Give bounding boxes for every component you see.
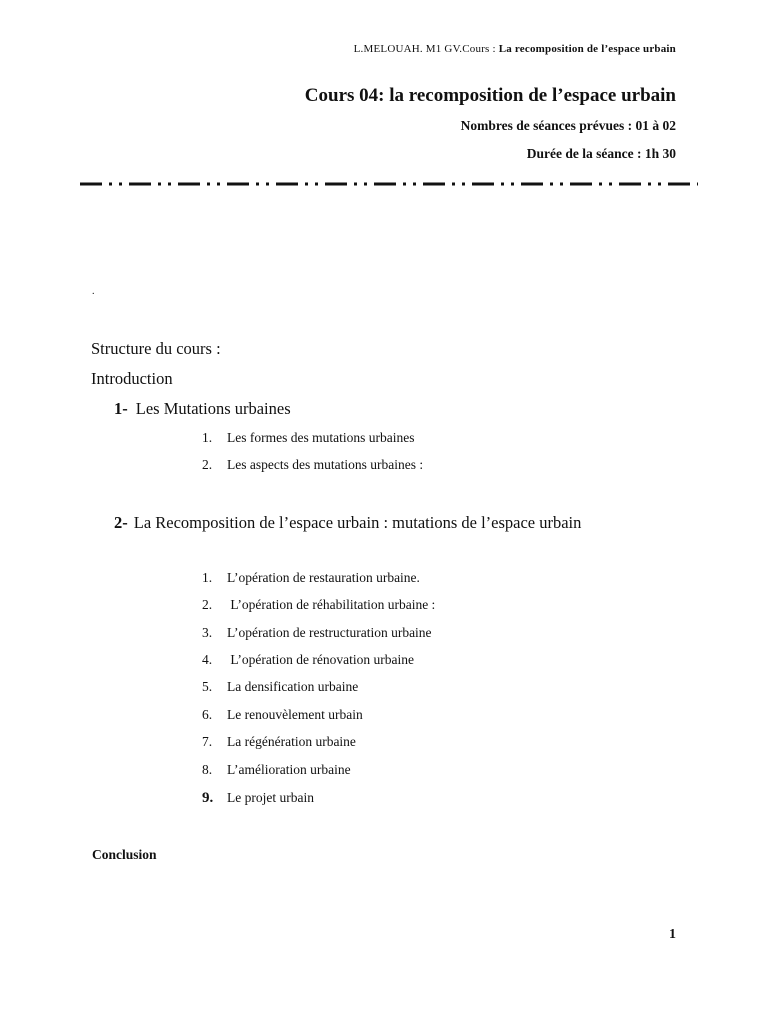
list-item-number: 4.	[202, 652, 213, 667]
list-item	[202, 707, 363, 723]
sessions-count: Nombres de séances prévues : 01 à 02	[460, 118, 676, 133]
dash-dot-separator	[80, 179, 698, 189]
list-item-text: L’opération de réhabilitation urbaine :	[227, 597, 436, 612]
list-item	[202, 734, 356, 750]
running-header-topic: La recomposition de l’espace urbain	[498, 43, 676, 55]
section-number: 2-	[114, 513, 128, 532]
list-item-number: 9.	[202, 790, 214, 806]
stray-mark: .	[92, 286, 95, 297]
list-item-text: L’opération de rénovation urbaine	[227, 652, 414, 667]
list-item-number: 8.	[202, 762, 213, 777]
list-item	[202, 652, 414, 668]
section-2-heading	[114, 513, 581, 533]
list-item	[202, 790, 314, 807]
list-item-text: Le projet urbain	[227, 790, 314, 805]
structure-heading: Structure du cours :	[91, 339, 221, 358]
section-number: 1-	[114, 399, 128, 418]
list-item	[202, 625, 432, 641]
list-item-number: 1.	[202, 570, 213, 585]
section-1-heading	[114, 399, 291, 419]
list-item	[202, 570, 420, 586]
list-item	[202, 762, 351, 778]
list-item-text: L’opération de restructuration urbaine	[227, 625, 432, 640]
list-item-text: L’opération de restauration urbaine.	[227, 570, 420, 585]
list-item-number: 5.	[202, 679, 213, 694]
list-item-text: La densification urbaine	[227, 679, 359, 694]
list-item-number: 6.	[202, 707, 213, 722]
list-item	[202, 430, 414, 446]
page-number: 1	[669, 927, 676, 942]
conclusion-heading: Conclusion	[92, 847, 157, 862]
list-item	[202, 679, 358, 695]
list-item-text: Le renouvèlement urbain	[227, 707, 363, 722]
list-item-number: 3.	[202, 625, 213, 640]
introduction-heading: Introduction	[91, 369, 173, 388]
list-item-text: La régénération urbaine	[227, 734, 356, 749]
section-title: La Recomposition de l’espace urbain : mutations de l’espace urbain	[133, 513, 582, 532]
list-item-number: 2.	[202, 457, 213, 472]
course-title: Cours 04: la recomposition de l’espace urbain	[304, 85, 676, 106]
list-item-text: Les aspects des mutations urbaines :	[227, 457, 424, 472]
running-header	[354, 43, 676, 55]
list-item-number: 7.	[202, 734, 213, 749]
section-title: Les Mutations urbaines	[135, 399, 291, 418]
list-item	[202, 457, 423, 473]
session-duration: Durée de la séance : 1h 30	[526, 146, 676, 161]
list-item-number: 1.	[202, 430, 213, 445]
list-item-text: L’amélioration urbaine	[227, 762, 351, 777]
list-item-text: Les formes des mutations urbaines	[227, 430, 415, 445]
list-item	[202, 597, 435, 613]
running-header-author: L.MELOUAH. M1 GV.Cours :	[353, 43, 496, 55]
list-item-number: 2.	[202, 597, 213, 612]
